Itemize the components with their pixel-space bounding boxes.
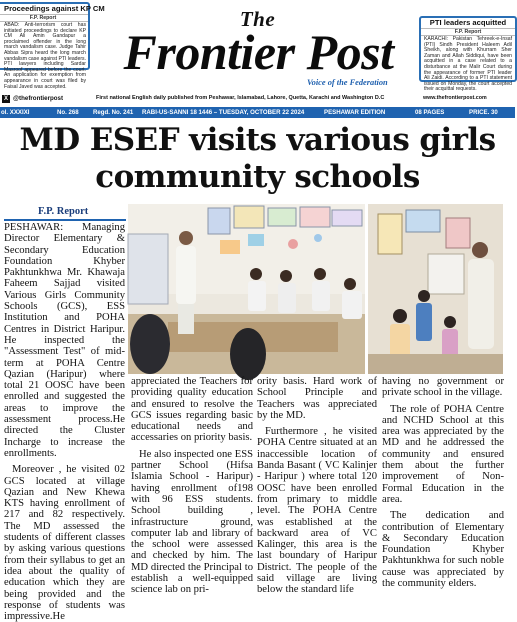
masthead-slogan: First national English daily published from Peshawar, Islamabad, Lahore, Quetta, Karachi and Washington D.C (96, 95, 385, 101)
col1-paragraph-2: Moreover , he visited 02 GCS located at village Qazian and New Khewa KTS having enrollment of 217 and 82 respectively. The MD assessed the students of different classes by asking various questions from their syllabus to get an idea about the quality of education which they are being provided and the response of students was impressive.He (4, 464, 125, 622)
masthead-title[interactable]: Frontier Post (123, 24, 394, 80)
article-byline: F.P. Report (38, 206, 89, 217)
volume: ol. XXXIXI (1, 109, 30, 116)
col2-paragraph-1: appreciated the Teachers for providing quality education and ensured to resolve the GCS issues regarding basic educational needs and accessaries on priority basis. (131, 376, 253, 444)
article-column-1 (4, 222, 125, 622)
left-box-headline: Proceedings against KP CM (4, 4, 105, 13)
masthead-tagline: Voice of the Federation (307, 78, 388, 87)
issue-bar (0, 107, 515, 118)
col4-paragraph-1: having no government or private school in the village. (382, 376, 504, 399)
issue-number: No. 268 (57, 109, 79, 116)
page-count: 08 PAGES (415, 109, 445, 116)
article-photo[interactable] (128, 204, 503, 374)
col1-paragraph-1: PESHAWAR: Managing Director Elementary & Secondary Education Foundation Khyber Pakhtunkhwa Mr. Khawaja Faheem Sajjad visited Various Girls Community Schools (GCS), ESS Institution and POHA Centres in District Haripur. He inspected the "Assessment Test" of mid-term at POHA Centre Qazian (Haripur) where total 21 OOSC have been enrolled and suggested the areas to improve the assessment process.He directed the Cluster Incharge to increase the enrollments. (4, 222, 125, 459)
byline-rule (4, 219, 126, 221)
left-box-body: ABAD: Anti-terrorism court has initiated proceedings to declare KP CM Ali Amin Gandapur a proclaimed offender in the long march vandalism case. Judge Tahir Abbas Sipra heard the long march vandalism case against PTI leaders. PTI lawyers including Sardar Masroof appeared before the court. An application for exemption from appearance in court was filed by Faisal Javed was accepted. (4, 22, 86, 90)
col4-paragraph-3: The dedication and contribution of Elementary & Secondary Education Foundation Khyber Pakhtunkhwa for such noble cause was appreciated by the community elders. (382, 510, 504, 590)
masthead-strip (0, 94, 515, 106)
article-headline: MD ESEF visits various girls community schools (19, 122, 496, 195)
col3-paragraph-1: ority basis. Hard work of School Principle and Teachers was appreciated by the MD. (257, 376, 377, 421)
registration-number: Regd. No. 241 (93, 109, 134, 116)
right-box-body: KARACHI: Pakistan Tehreek-e-Insaf (PTI) Sindh President Haleem Adil Sheikh, along with Khurram Sher Zaman and Allah Siddiqui, have been acquitted in a case related to a disturbance at the Malir Court during the appearance of former PTI leader Ali Zaidi. According to a PTI statement issued on Monday, the court accepted their acquittal requests. (424, 36, 512, 93)
edition: PESHAWAR EDITION (324, 109, 386, 116)
x-icon: X (3, 96, 8, 102)
classroom-photo-illustration (128, 204, 503, 374)
article-column-2 (131, 376, 253, 596)
issue-date: RABI-US-SANNI 18 1446 – TUESDAY, OCTOBER 22 2024 (142, 109, 305, 116)
right-box-byline: F.P. Report (421, 28, 515, 36)
price: PRICE. 30 (469, 109, 498, 116)
article-column-3 (257, 376, 377, 596)
left-box-byline: F.P. Report (0, 14, 88, 22)
social-handle[interactable]: @thefrontierpost (13, 95, 64, 102)
col4-paragraph-2: The role of POHA Centre and NCHD School at this area was appreciated by the MD and he addressed the community and ensured them about the further improvement of Non-Formal Education in the area. (382, 403, 504, 505)
right-box-headline: PTI leaders acquitted (429, 18, 507, 27)
right-news-box[interactable] (419, 16, 517, 93)
col2-paragraph-2: He also inspected one ESS partner School (Hifsa Islamia School - Haripur) having enrollment of198 with 96 ESS students. School building , infrastructure ground, computer lab and library of the school were assessed and checked by him. The MD directed the Principal to establish a well-equipped science lab on pri- (131, 448, 253, 596)
masthead-the: The (239, 7, 276, 31)
col3-paragraph-2: Furthermore , he visited POHA Centre situated at an inaccessible location of Banda Basant ( VC Kalinjer - Haripur ) where total 120 OOSC have been enrolled from primary to middle level. The POHA Centre was established at the backward area of VC Kalinger, this area is the last boundary of Haripur District. The people of the said village are living below the standard life (257, 426, 377, 596)
article-column-4 (382, 376, 504, 589)
left-news-box[interactable] (0, 2, 105, 90)
website-url[interactable]: www.thefrontierpost.com (423, 95, 487, 101)
